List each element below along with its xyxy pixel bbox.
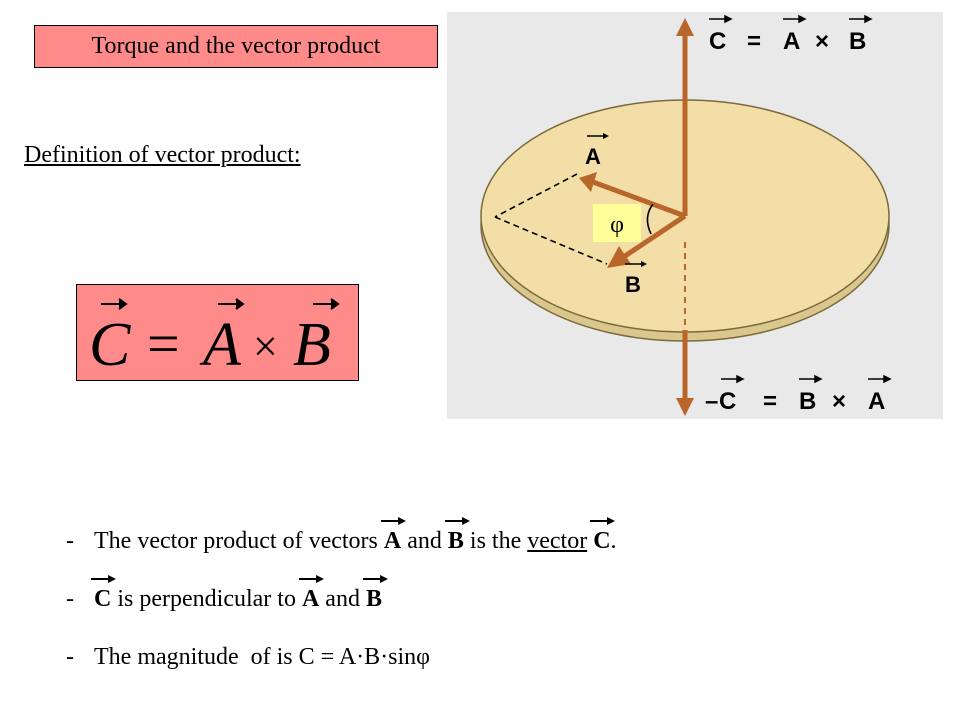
vector-arrow-icon bbox=[91, 574, 117, 584]
bullet-1-vector-C bbox=[593, 528, 610, 555]
bullet-1 bbox=[66, 528, 617, 555]
arrow-negC-head bbox=[676, 398, 694, 416]
bullet-2-vector-B bbox=[366, 586, 382, 613]
bottom-C: C bbox=[719, 388, 737, 415]
bullet-2-text-1: is perpendicular to bbox=[111, 586, 302, 612]
bullet-1-vector-A bbox=[384, 528, 401, 555]
bullet-2-vector-A bbox=[302, 586, 319, 613]
bottom-eq: = bbox=[763, 388, 778, 415]
formula-B: B bbox=[293, 311, 331, 379]
bottom-B: B bbox=[799, 388, 817, 415]
bullet-2 bbox=[66, 586, 382, 613]
top-B: B bbox=[849, 28, 867, 55]
vector-arrow-icon bbox=[590, 516, 616, 526]
bullet-1-text-3: is the bbox=[463, 528, 528, 554]
bullet-1-C: C bbox=[593, 528, 611, 554]
label-A: A bbox=[585, 144, 601, 169]
top-eq: = bbox=[747, 28, 762, 55]
bottom-neg: – bbox=[705, 388, 719, 415]
bullet-1-text-1: The vector product of vectors bbox=[94, 528, 384, 554]
bullet-3 bbox=[66, 644, 430, 671]
bullet-1-dash: - bbox=[66, 528, 74, 554]
formula-equals: = bbox=[147, 311, 180, 376]
bullet-1-text-2: and bbox=[401, 528, 448, 554]
formula-svg bbox=[77, 285, 360, 382]
bullet-1-vector-B bbox=[448, 528, 464, 555]
bullet-3-dash: - bbox=[66, 644, 74, 670]
vector-arrow-icon bbox=[299, 574, 325, 584]
bullet-2-vector-C bbox=[94, 586, 111, 613]
bullet-2-B: B bbox=[365, 586, 382, 612]
formula-times: × bbox=[253, 322, 278, 371]
bullet-1-period: . bbox=[610, 528, 617, 554]
vector-arrow-icon bbox=[363, 574, 389, 584]
vector-arrow-icon bbox=[381, 516, 407, 526]
bottom-A: A bbox=[868, 388, 886, 415]
bottom-equation-arrows bbox=[721, 376, 890, 382]
figure-svg bbox=[447, 12, 943, 419]
top-x: × bbox=[815, 28, 830, 55]
bullet-2-text-2: and bbox=[319, 586, 366, 612]
top-A: A bbox=[783, 28, 801, 55]
vector-product-figure bbox=[447, 12, 943, 419]
top-equation bbox=[709, 28, 866, 55]
formula-A: A bbox=[203, 311, 241, 379]
bullet-1-B: B bbox=[447, 528, 464, 554]
top-C: C bbox=[709, 28, 727, 55]
bullet-2-C: C bbox=[94, 586, 112, 612]
bullet-2-A: A bbox=[301, 586, 320, 612]
title-box bbox=[34, 25, 438, 68]
arrow-C-head bbox=[676, 18, 694, 36]
formula-arrows bbox=[101, 299, 338, 309]
bottom-x: × bbox=[832, 388, 847, 415]
definition-label: Definition of vector product: bbox=[24, 142, 301, 168]
bottom-equation bbox=[705, 388, 885, 415]
page-title: Torque and the vector product bbox=[91, 33, 381, 59]
bullet-2-dash: - bbox=[66, 586, 74, 612]
top-equation-arrows bbox=[709, 16, 871, 22]
formula-box bbox=[76, 284, 359, 381]
bullet-1-vector-word: vector bbox=[527, 528, 588, 554]
bullet-3-text: The magnitude of is C = A·B·sin bbox=[94, 644, 417, 670]
bullet-1-A: A bbox=[383, 528, 402, 554]
formula-C: C bbox=[89, 311, 131, 379]
vector-arrow-icon bbox=[445, 516, 471, 526]
label-B: B bbox=[625, 272, 641, 297]
bullet-3-phi: φ bbox=[416, 644, 431, 670]
angle-phi: φ bbox=[610, 212, 624, 238]
